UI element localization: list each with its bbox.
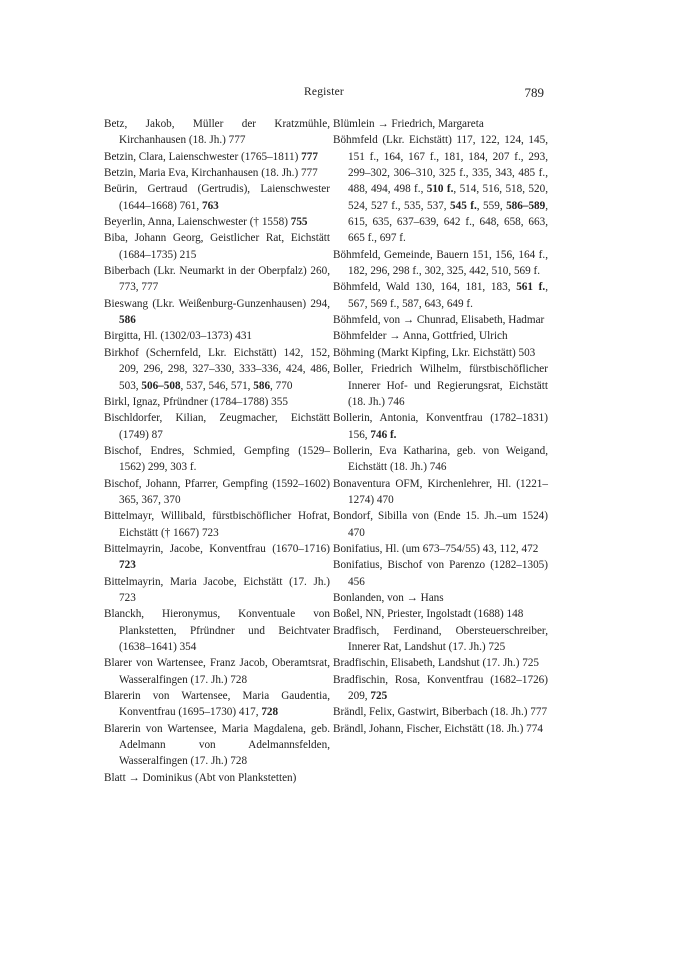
- index-entry: [333, 704, 548, 720]
- index-column-right: [333, 116, 548, 737]
- index-entry: [333, 279, 548, 312]
- index-entry: [104, 574, 330, 607]
- entry-text: Blarer von Wartensee, Franz Jacob, Oberamtsrat, Wasseralfingen (17. Jh.) 728: [104, 657, 330, 686]
- index-entry: [104, 606, 330, 655]
- page-ref-bold: 586: [253, 379, 271, 392]
- page-ref-bold: 755: [290, 216, 308, 229]
- entry-text: Boßel, NN, Priester, Ingolstadt (1688) 148: [333, 608, 524, 621]
- index-entry: [104, 230, 330, 263]
- entry-text: Biba, Johann Georg, Geistlicher Rat, Eichstätt (1684–1735) 215: [104, 232, 330, 261]
- index-entry: [333, 655, 548, 671]
- index-entry: [104, 181, 330, 214]
- entry-text: Bieswang (Lkr. Weißenburg-Gunzenhausen) 294,: [104, 297, 330, 310]
- entry-text: Blümlein → Friedrich, Margareta: [333, 118, 484, 130]
- index-entry: [104, 116, 330, 149]
- entry-text: Blarerin von Wartensee, Maria Gaudentia, Konventfrau (1695–1730) 417,: [104, 690, 330, 719]
- index-entry: [104, 263, 330, 296]
- page-ref-bold: 506–508: [141, 379, 181, 392]
- index-entry: [104, 345, 330, 394]
- entry-text: Bradfischin, Elisabeth, Landshut (17. Jh.) 725: [333, 657, 540, 670]
- index-entry: [333, 672, 548, 705]
- index-entry: [333, 443, 548, 476]
- running-title: Register: [304, 86, 344, 98]
- entry-text: Böhmfeld, von → Chunrad, Elisabeth, Hadmar: [333, 314, 545, 327]
- entry-text: , 770: [270, 379, 293, 392]
- page-ref-bold: 586–589: [506, 199, 546, 212]
- page-ref-bold: 545 f.: [450, 199, 477, 212]
- index-entry: [333, 606, 548, 622]
- entry-text: Böhming (Markt Kipfing, Lkr. Eichstätt) 503: [333, 346, 536, 359]
- entry-text: Beürin, Gertraud (Gertrudis), Laienschwester (1644–1668) 761,: [104, 183, 330, 212]
- index-entry: [104, 770, 330, 786]
- index-entry: [333, 541, 548, 557]
- index-entry: [333, 132, 548, 246]
- entry-text: , 615, 635, 637–639, 642 f., 648, 658, 663, 665 f., 697 f.: [348, 199, 549, 245]
- entry-text: Boller, Friedrich Wilhelm, fürstbischöflicher Innerer Hof- und Regierungsrat, Eichstätt (18. Jh.) 746: [333, 363, 548, 408]
- entry-text: Beyerlin, Anna, Laienschwester († 1558): [104, 216, 291, 229]
- entry-text: Böhmfeld, Gemeinde, Bauern 151, 156, 164 f., 182, 296, 298 f., 302, 325, 442, 510, 569 f.: [333, 248, 548, 278]
- page-ref-bold: 763: [201, 199, 219, 212]
- entry-text: , 559,: [476, 199, 507, 212]
- entry-text: , 567, 569 f., 587, 643, 649 f.: [348, 281, 548, 310]
- page-ref-bold: 510 f.: [426, 183, 454, 196]
- index-entry: [333, 508, 548, 541]
- entry-text: Bollerin, Antonia, Konventfrau (1782–1831) 156,: [333, 412, 548, 441]
- index-entry: [333, 361, 548, 410]
- index-entry: [104, 410, 330, 443]
- entry-text: Bischldorfer, Kilian, Zeugmacher, Eichstätt (1749) 87: [104, 412, 330, 441]
- entry-text: Birkhof (Schernfeld, Lkr. Eichstätt) 142, 152, 209, 296, 298, 327–330, 333–336, 424, 486, 503,: [104, 346, 330, 392]
- entry-text: Biberbach (Lkr. Neumarkt in der Oberpfalz) 260, 773, 777: [104, 265, 330, 294]
- entry-text: , 514, 516, 518, 520, 524, 527 f., 535, 537,: [348, 183, 548, 212]
- index-entry: [104, 328, 330, 344]
- index-entry: [333, 590, 548, 606]
- entry-text: Bonifatius, Bischof von Parenzo (1282–1305) 456: [333, 559, 548, 588]
- page-number: 789: [524, 85, 544, 100]
- entry-text: Bondorf, Sibilla von (Ende 15. Jh.–um 1524) 470: [333, 510, 548, 539]
- index-entry: [104, 688, 330, 721]
- index-entry: [104, 508, 330, 541]
- index-entry: [333, 247, 548, 280]
- index-entry: [104, 443, 330, 476]
- index-entry: [333, 345, 548, 361]
- index-entry: [104, 214, 330, 230]
- index-entry: [104, 721, 330, 770]
- index-entry: [333, 312, 548, 328]
- entry-text: Bonifatius, Hl. (um 673–754/55) 43, 112, 472: [333, 542, 539, 555]
- entry-text: Böhmfelder → Anna, Gottfried, Ulrich: [333, 330, 508, 343]
- entry-text: Böhmfeld (Lkr. Eichstätt) 117, 122, 124, 145, 151 f., 164, 167 f., 181, 184, 207 f., 293, 299–302, 306–310, 325 f., 335, 343, 485 f., 488, 494, 498 f.,: [333, 134, 548, 196]
- index-entry: [333, 557, 548, 590]
- entry-text: Blarerin von Wartensee, Maria Magdalena, geb. Adelmann von Adelmannsfelden, Wasseralfingen (17. Jh.) 728: [104, 722, 330, 768]
- page-header: [104, 85, 544, 103]
- index-column-left: [104, 116, 330, 786]
- page-ref-bold: 746 f.: [370, 428, 397, 441]
- entry-text: Bittelmayrin, Jacobe, Konventfrau (1670–1716): [104, 542, 330, 555]
- index-entry: [104, 165, 330, 181]
- index-entry: [333, 721, 548, 737]
- page-ref-bold: 723: [119, 559, 136, 572]
- entry-text: Bradfischin, Rosa, Konventfrau (1682–1726) 209,: [333, 673, 548, 703]
- entry-text: Birgitta, Hl. (1302/03–1373) 431: [104, 330, 253, 343]
- entry-text: Bischof, Endres, Schmied, Gempfing (1529–1562) 299, 303 f.: [104, 444, 330, 474]
- entry-text: Birkl, Ignaz, Pfründner (1784–1788) 355: [104, 395, 288, 408]
- entry-text: Brändl, Johann, Fischer, Eichstätt (18. Jh.) 774: [333, 722, 543, 735]
- index-entry: [104, 394, 330, 410]
- entry-text: Bollerin, Eva Katharina, geb. von Weigand, Eichstätt (18. Jh.) 746: [333, 444, 548, 474]
- index-entry: [104, 149, 330, 165]
- entry-text: Blanckh, Hieronymus, Konventuale von Plankstetten, Pfründner und Beichtvater (1638–1641) 354: [104, 608, 330, 653]
- entry-text: Bonaventura OFM, Kirchenlehrer, Hl. (1221–1274) 470: [333, 477, 548, 506]
- index-entry: [333, 328, 548, 344]
- entry-text: Bradfisch, Ferdinand, Obersteuerschreiber, Innerer Rat, Landshut (17. Jh.) 725: [333, 624, 548, 653]
- page-ref-bold: 586: [119, 314, 136, 327]
- entry-text: Blatt → Dominikus (Abt von Plankstetten): [104, 771, 297, 784]
- page-ref-bold: 725: [370, 690, 388, 703]
- entry-text: Betzin, Maria Eva, Kirchanhausen (18. Jh.) 777: [104, 167, 318, 180]
- index-entry: [333, 623, 548, 656]
- entry-text: Bonlanden, von → Hans: [333, 591, 444, 604]
- entry-text: Bittelmayr, Willibald, fürstbischöflicher Hofrat, Eichstätt († 1667) 723: [104, 510, 330, 539]
- index-entry: [104, 541, 330, 574]
- entry-text: Bittelmayrin, Maria Jacobe, Eichstätt (17. Jh.) 723: [104, 575, 330, 604]
- index-entry: [333, 410, 548, 443]
- entry-text: , 537, 546, 571,: [180, 379, 254, 392]
- index-entry: [104, 476, 330, 509]
- index-entry: [104, 296, 330, 329]
- index-entry: [333, 116, 548, 132]
- entry-text: Brändl, Felix, Gastwirt, Biberbach (18. Jh.) 777: [333, 706, 548, 719]
- entry-text: Betzin, Clara, Laienschwester (1765–1811): [104, 150, 302, 163]
- page-ref-bold: 728: [261, 706, 279, 719]
- index-entry: [104, 655, 330, 688]
- entry-text: Böhmfeld, Wald 130, 164, 181, 183,: [333, 281, 517, 294]
- entry-text: Betz, Jakob, Müller der Kratzmühle, Kirchanhausen (18. Jh.) 777: [104, 118, 330, 147]
- index-entry: [333, 476, 548, 509]
- page-ref-bold: 561 f.: [516, 281, 546, 294]
- entry-text: Bischof, Johann, Pfarrer, Gempfing (1592–1602) 365, 367, 370: [104, 477, 330, 506]
- page-ref-bold: 777: [301, 150, 318, 163]
